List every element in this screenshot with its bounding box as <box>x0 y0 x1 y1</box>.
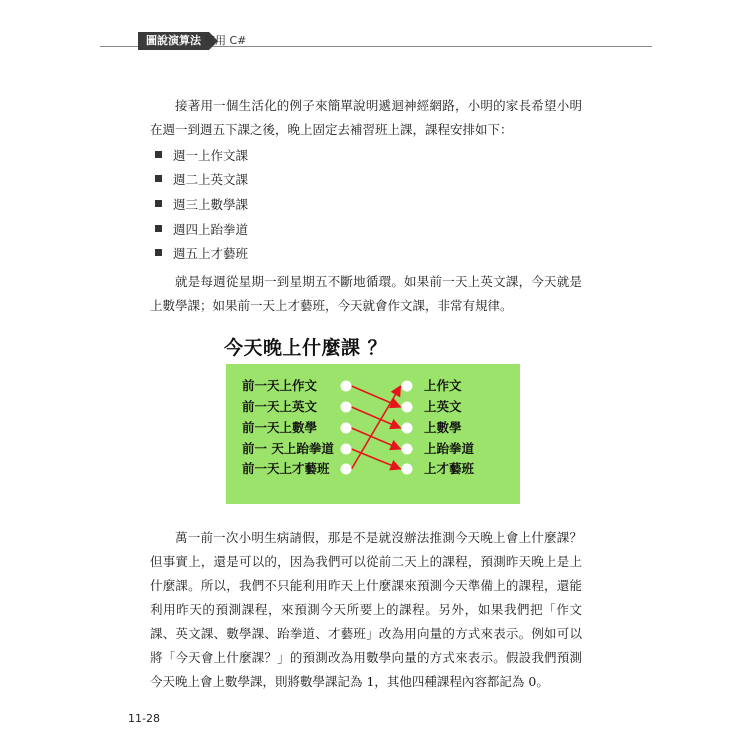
schedule-item-label: 週四上跆拳道 <box>173 222 249 237</box>
page-number: 11-28 <box>128 712 160 725</box>
previous-day-node <box>341 444 352 455</box>
figure-right-label: 上跆拳道 <box>424 441 475 456</box>
today-node <box>402 444 413 455</box>
schedule-item-label: 週五上才藝班 <box>173 246 249 261</box>
schedule-item <box>155 221 248 239</box>
today-node <box>402 464 413 475</box>
schedule-item <box>155 196 248 214</box>
figure-right-label: 上才藝班 <box>424 461 475 476</box>
figure-left-label: 前一 天上跆拳道 <box>242 441 334 456</box>
today-node <box>402 381 413 392</box>
mapping-arrow <box>352 386 401 407</box>
figure-arrows <box>226 364 520 504</box>
book-subtitle: 使用 C# <box>204 34 247 47</box>
schedule-item-label: 週二上英文課 <box>173 172 249 187</box>
schedule-item <box>155 245 248 263</box>
today-node <box>402 423 413 434</box>
figure-panel <box>226 364 520 504</box>
today-node <box>402 402 413 413</box>
closing-paragraph: 萬一前一次小明生病請假，那是不是就沒辦法推測今天晚上會上什麼課？但事實上，還是可以的，因為我們可以從前二天上的課程，預測昨天晚上是上什麼課。所以，我們不只能利用昨天上什麼課來預測今天準備上的課程，還能利用昨天的預測課程，來預測今天所要上的課程。另外，如果我們把「作文課、英文課、數學課、跆拳道、才藝班」改為用向量的方式來表示。例如可以將「今天會上什麼課？」的預測改為用數學向量的方式來表示。假設我們預測今天晚上會上數學課，則將數學課記為 1，其他四種課程內容都記為 0。 <box>150 530 582 689</box>
bullet-square-icon <box>155 249 162 256</box>
schedule-item-label: 週三上數學課 <box>173 197 249 212</box>
figure-left-label: 前一天上作文 <box>242 378 318 393</box>
bullet-square-icon <box>155 151 162 158</box>
previous-day-node <box>341 464 352 475</box>
figure-right-label: 上作文 <box>424 378 462 393</box>
previous-day-node <box>341 402 352 413</box>
mapping-arrow <box>352 428 401 449</box>
mapping-arrow <box>352 407 401 428</box>
schedule-item <box>155 147 248 165</box>
figure-left-label: 前一天上數學 <box>242 420 318 435</box>
figure-left-label: 前一天上英文 <box>242 399 318 414</box>
intro-paragraph: 接著用一個生活化的例子來簡單說明遞迴神經網路，小明的家長希望小明在週一到週五下課之後，晚上固定去補習班上課，課程安排如下： <box>150 98 582 137</box>
mapping-arrow <box>352 386 401 469</box>
figure-left-label: 前一天上才藝班 <box>242 461 330 476</box>
bullet-square-icon <box>155 175 162 182</box>
book-title-badge: 圖說演算法 <box>138 32 209 50</box>
schedule-item <box>155 171 248 189</box>
mapping-arrow <box>352 449 401 469</box>
figure-title: 今天晚上什麼課 ？ <box>224 337 388 359</box>
cycle-paragraph: 就是每週從星期一到星期五不斷地循環。如果前一天上英文課，今天就是上數學課；如果前一天上才藝班，今天就會作文課，非常有規律。 <box>150 274 582 313</box>
schedule-item-label: 週一上作文課 <box>173 148 249 163</box>
bullet-square-icon <box>155 200 162 207</box>
previous-day-node <box>341 381 352 392</box>
figure-right-label: 上數學 <box>424 420 462 435</box>
previous-day-node <box>341 423 352 434</box>
figure-right-label: 上英文 <box>424 399 462 414</box>
bullet-square-icon <box>155 225 162 232</box>
